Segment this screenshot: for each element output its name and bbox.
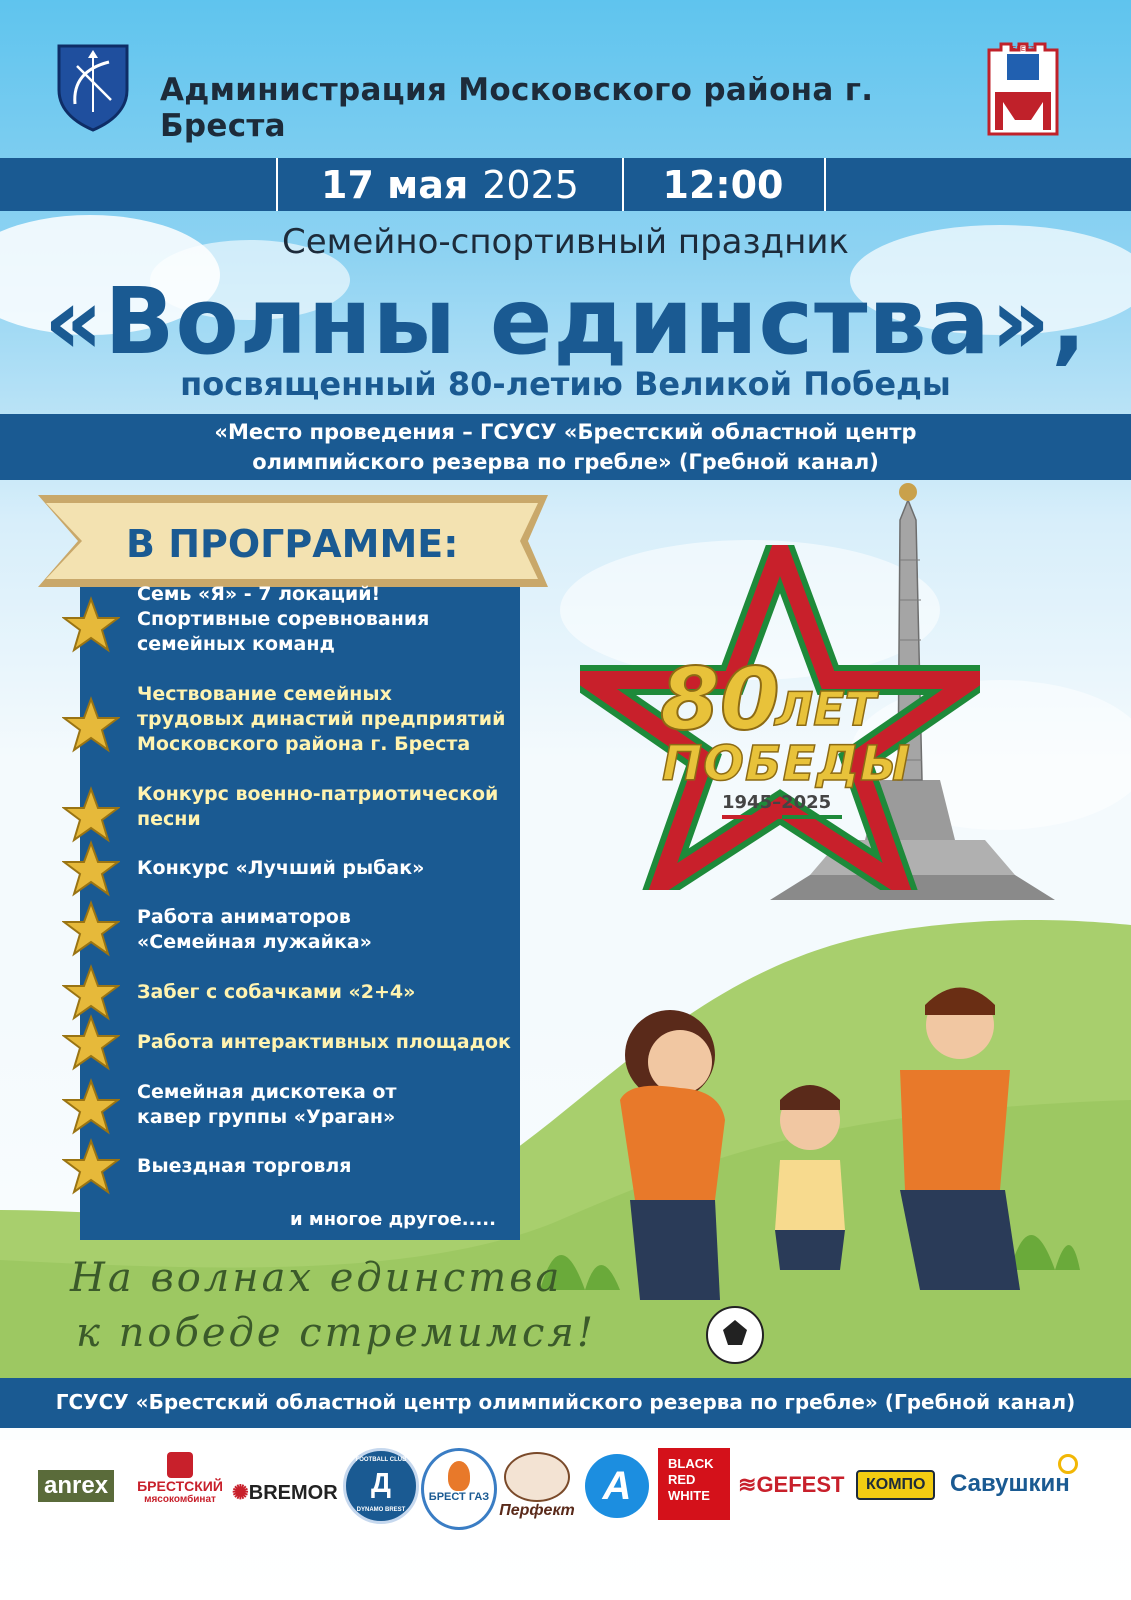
victory-word: ПОБЕДЫ <box>662 736 911 792</box>
sponsor-perfekt <box>498 1452 576 1520</box>
header-title: Администрация Московского района г. Бреста <box>160 72 874 144</box>
sponsor-kompo: КОМПО <box>856 1470 935 1500</box>
program-item <box>137 782 517 832</box>
event-subtitle: Семейно-спортивный праздник <box>282 222 849 262</box>
venue-text <box>0 417 1131 477</box>
sponsor-brw-1: BLACK <box>668 1456 714 1471</box>
program-item-line: Семейная дискотека от <box>137 1081 397 1103</box>
family-illustration <box>540 970 1080 1370</box>
time-box <box>622 158 826 211</box>
program-item-line: песни <box>137 808 201 830</box>
sun-icon <box>1058 1454 1078 1474</box>
sponsor-dynamo-bottom: DYNAMO BREST <box>356 1507 406 1513</box>
a-letter-icon: Α <box>602 1464 632 1508</box>
brest-district-shield-icon <box>55 42 131 132</box>
event-title: «Волны единства», <box>43 268 1088 375</box>
program-item-line: Работа аниматоров <box>137 906 351 928</box>
victory-years-word: ЛЕТ <box>775 682 877 736</box>
sponsor-dynamo-top: FOOTBALL CLUB <box>355 1457 407 1463</box>
program-item-line: «Семейная лужайка» <box>137 931 372 953</box>
perfekt-faces-icon <box>504 1452 570 1502</box>
gold-star-icon <box>62 1078 120 1136</box>
sponsor-perfekt-name: Перфект <box>499 1502 575 1519</box>
gold-star-icon <box>62 840 120 898</box>
sponsor-savushkin <box>950 1470 1070 1498</box>
sponsor-anrex: anrex <box>38 1470 114 1502</box>
program-item-line: Конкурс «Лучший рыбак» <box>137 857 425 879</box>
gefest-icon: ≋ <box>738 1472 757 1497</box>
victory-number: 80 <box>660 650 780 750</box>
sponsor-brestgaz <box>421 1448 497 1530</box>
sponsor-brest-meat <box>130 1452 230 1505</box>
program-item-line: семейных команд <box>137 633 335 655</box>
program-item <box>137 980 517 1005</box>
gold-star-icon <box>62 786 120 844</box>
program-item-line: Чествование семейных <box>137 683 392 705</box>
sponsor-brest-meat-name: БРЕСТСКИЙ <box>137 1478 223 1494</box>
program-item-line: Семь «Я» - 7 локаций! <box>137 583 381 605</box>
gold-star-icon <box>62 1014 120 1072</box>
program-item-line: Забег с собачками «2+4» <box>137 981 416 1003</box>
program-item-line: Выездная торговля <box>137 1155 352 1177</box>
sponsor-bremor <box>232 1480 338 1505</box>
program-item <box>137 905 517 955</box>
bottom-bar-text: ГСУСУ «Брестский областной центр олимпийского резерва по гребле» (Гребной канал) <box>55 1390 1076 1414</box>
gold-star-icon <box>62 1138 120 1196</box>
program-item <box>137 682 517 757</box>
date-day-month: 17 мая <box>321 162 469 207</box>
sponsor-brw <box>658 1448 730 1520</box>
victory-underline <box>722 815 842 819</box>
moskovsky-district-tower-emblem-icon <box>985 40 1061 138</box>
date-year: 2025 <box>482 162 579 207</box>
date-bar <box>0 158 1131 211</box>
victory-years: 1945–2025 <box>722 792 832 813</box>
sponsors-row <box>0 1440 1131 1540</box>
program-item <box>137 1080 517 1130</box>
program-item <box>137 1154 517 1179</box>
program-heading: В ПРОГРАММЕ: <box>126 522 459 566</box>
event-time: 12:00 <box>662 162 784 207</box>
program-more: и многое другое..... <box>290 1209 496 1230</box>
program-item <box>137 582 517 657</box>
sponsor-gefest-name: GEFEST <box>756 1472 845 1497</box>
event-dedication: посвященный 80-летию Великой Победы <box>180 365 951 403</box>
gold-star-icon <box>62 900 120 958</box>
sponsor-bremor-name: BREMOR <box>248 1482 338 1504</box>
flame-icon <box>448 1461 470 1491</box>
sponsor-brw-3: WHITE <box>668 1488 710 1503</box>
slogan-line-2: к победе стремимся! <box>76 1310 596 1356</box>
program-item <box>137 1030 517 1055</box>
dynamo-d-icon: Д <box>371 1467 391 1498</box>
program-item-line: Спортивные соревнования <box>137 608 430 630</box>
sponsor-brw-2: RED <box>668 1472 696 1487</box>
program-item-line: Работа интерактивных площадок <box>137 1031 511 1053</box>
date-box <box>276 158 624 211</box>
brest-meat-icon <box>167 1452 193 1478</box>
venue-line-1: «Место проведения – ГСУСУ «Брестский областной центр <box>214 420 917 444</box>
sponsor-gefest <box>738 1472 844 1498</box>
slogan-line-1: На волнах единства <box>70 1255 563 1301</box>
sponsor-brestgaz-name: БРЕСТ ГАЗ <box>428 1491 490 1503</box>
gold-star-icon <box>62 696 120 754</box>
venue-line-2: олимпийского резерва по гребле» (Гребной канал) <box>252 450 879 474</box>
sponsor-brest-meat-sub: мясокомбинат <box>144 1494 216 1505</box>
sponsor-a-logo <box>585 1454 649 1518</box>
sponsor-savushkin-name: Савушкин <box>950 1470 1070 1497</box>
sponsor-dynamo <box>343 1448 419 1524</box>
emblem-caption: БРЕСТ <box>1011 45 1035 53</box>
program-item-line: Московского района г. Бреста <box>137 733 471 755</box>
bremor-icon: ✺ <box>232 1482 249 1504</box>
program-item-line: кавер группы «Ураган» <box>137 1106 396 1128</box>
program-item-line: трудовых династий предприятий <box>137 708 506 730</box>
program-item <box>137 856 517 881</box>
gold-star-icon <box>62 596 120 654</box>
program-item-line: Конкурс военно-патриотической <box>137 783 499 805</box>
